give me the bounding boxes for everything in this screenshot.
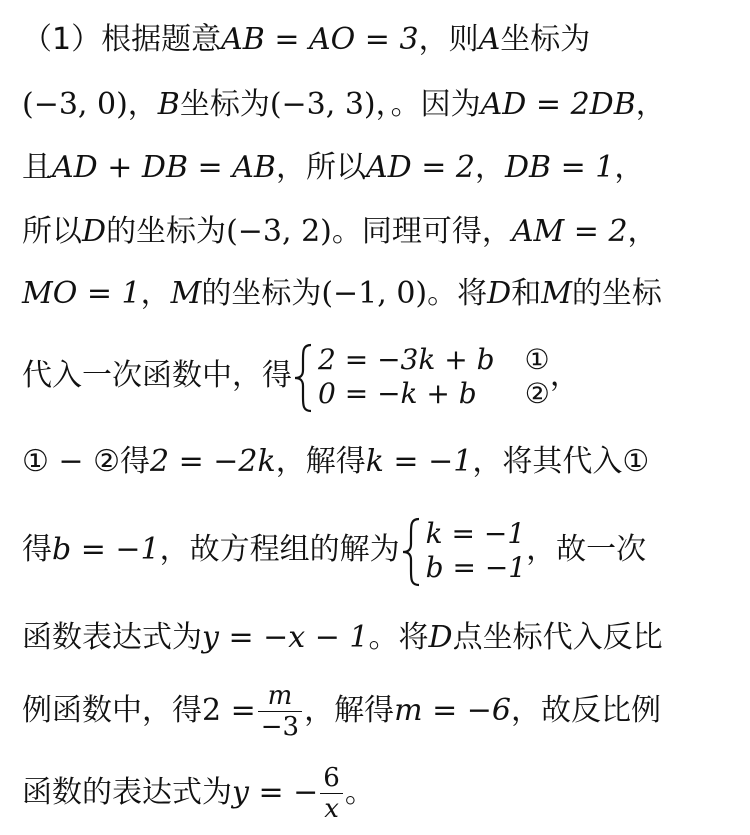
line-4-text-c: 的坐标为	[106, 214, 227, 249]
line-11-text-a: 函数的表达式为	[22, 775, 232, 810]
fraction-numerator: 6	[323, 763, 340, 793]
line-8-text-c: ，故方程组的解为	[159, 532, 400, 567]
line-11-text-c: 。	[344, 775, 375, 810]
line-2-math-e: (−3, 3)	[269, 87, 376, 122]
line-3-text-a: 且	[22, 150, 52, 185]
line-4-math-d: (−3, 2)	[226, 214, 332, 249]
line-3-math-f: DB = 1	[504, 150, 615, 185]
line-3-text-g: ，	[614, 150, 645, 185]
line-4-math-b: D	[82, 214, 107, 249]
line-1-math-b: AB = AO = 3	[221, 22, 419, 57]
line-1-text-a: （1）根据题意	[22, 22, 222, 57]
line-7-math-e: k = −1	[365, 444, 473, 479]
fraction-denominator: −3	[260, 712, 300, 742]
circled-2-marker: ②	[524, 376, 550, 410]
line-2-math-c: B	[157, 87, 180, 122]
line-5-text-b: ，	[140, 276, 171, 311]
line-3	[22, 148, 738, 188]
line-1	[22, 20, 738, 60]
line-8-text-d: ，故一次	[526, 532, 647, 567]
equation-1: 2 = −3k + b	[318, 342, 495, 376]
line-1-math-d: A	[478, 22, 501, 57]
fraction-numerator: m	[267, 681, 293, 711]
line-2	[22, 85, 738, 125]
line-7-text-b: 得	[120, 444, 150, 479]
line-10-text-e: ，故反比例	[510, 693, 661, 728]
line-2-text-d: 坐标为	[179, 87, 270, 122]
line-5-text-j: 的坐标	[571, 276, 662, 311]
line-10-text-c: ，解得	[304, 693, 395, 728]
line-5	[22, 274, 738, 314]
line-3-math-b: AD + DB = AB	[52, 150, 276, 185]
line-7-text-f: ，将其代入	[472, 444, 623, 479]
line-5-text-d: 的坐标为	[201, 276, 322, 311]
left-brace-icon	[400, 517, 422, 587]
line-10	[22, 678, 738, 744]
solution-b: b = −1	[425, 550, 527, 584]
line-5-math-c: M	[170, 276, 202, 311]
equation-row-1	[318, 343, 550, 377]
line-11-math-b: y = −	[232, 775, 319, 810]
line-10-math-b: 2 =	[202, 693, 256, 728]
line-4-text-e: 。同理可得，	[331, 214, 512, 249]
line-2-math-g: AD = 2DB	[480, 87, 636, 122]
line-8-text-a: 得	[22, 532, 52, 567]
line-6-text-a: 代入一次函数中，得	[22, 358, 292, 393]
line-5-math-g: D	[487, 276, 512, 311]
line-6	[22, 338, 738, 414]
line-8	[22, 512, 738, 588]
solution-k: k = −1	[425, 516, 526, 550]
line-1-text-e: 坐标为	[500, 22, 591, 57]
line-2-math-a: (−3, 0)	[22, 87, 128, 122]
fraction-denominator: x	[324, 794, 339, 824]
line-9-math-b: y = −x − 1	[202, 620, 369, 655]
line-9-text-a: 函数表达式为	[22, 620, 202, 655]
line-5-text-f: 。将	[427, 276, 488, 311]
line-3-text-c: ，所以	[275, 150, 366, 185]
line-1-text-c: ，则	[418, 22, 479, 57]
equation-system-1	[292, 343, 550, 411]
line-5-math-i: M	[541, 276, 572, 311]
line-4-math-f: AM = 2	[511, 214, 628, 249]
line-8-math-b: b = −1	[52, 532, 160, 567]
equation-row-2	[318, 377, 550, 411]
fraction-m-over-minus-3	[258, 681, 302, 742]
line-7-math-a: ① − ②	[22, 444, 120, 479]
line-4-text-g: ，	[627, 214, 658, 249]
equation-system-2	[400, 517, 526, 585]
line-5-math-e: (−1, 0)	[321, 276, 428, 311]
line-7-text-d: ，解得	[275, 444, 366, 479]
line-7-math-c: 2 = −2k	[150, 444, 276, 479]
line-7-math-g: ①	[622, 444, 650, 479]
line-4	[22, 212, 738, 252]
line-9-math-d: D	[428, 620, 453, 655]
line-5-math-a: MO = 1	[22, 276, 141, 311]
line-10-math-d: m = −6	[394, 693, 511, 728]
line-2-text-h: ，	[635, 87, 666, 122]
left-brace-icon	[292, 343, 314, 413]
line-4-text-a: 所以	[22, 214, 82, 249]
line-10-text-a: 例函数中，得	[22, 693, 202, 728]
line-9-text-e: 点坐标代入反比	[452, 620, 663, 655]
line-2-text-b: ，	[127, 87, 158, 122]
solution-row-2	[426, 551, 526, 585]
line-9	[22, 618, 738, 658]
fraction-6-over-x	[320, 763, 343, 824]
line-7	[22, 442, 738, 482]
line-3-math-d: AD = 2	[365, 150, 475, 185]
line-2-text-f: ，。因为	[375, 87, 481, 122]
line-11	[22, 760, 738, 826]
equation-2: 0 = −k + b	[318, 376, 477, 410]
circled-1-marker: ①	[524, 342, 550, 376]
line-9-text-c: 。将	[368, 620, 429, 655]
line-6-text-tail: ，	[549, 358, 580, 393]
line-3-text-e: ，	[474, 150, 505, 185]
solution-row-1	[426, 517, 526, 551]
line-5-text-h: 和	[511, 276, 542, 311]
